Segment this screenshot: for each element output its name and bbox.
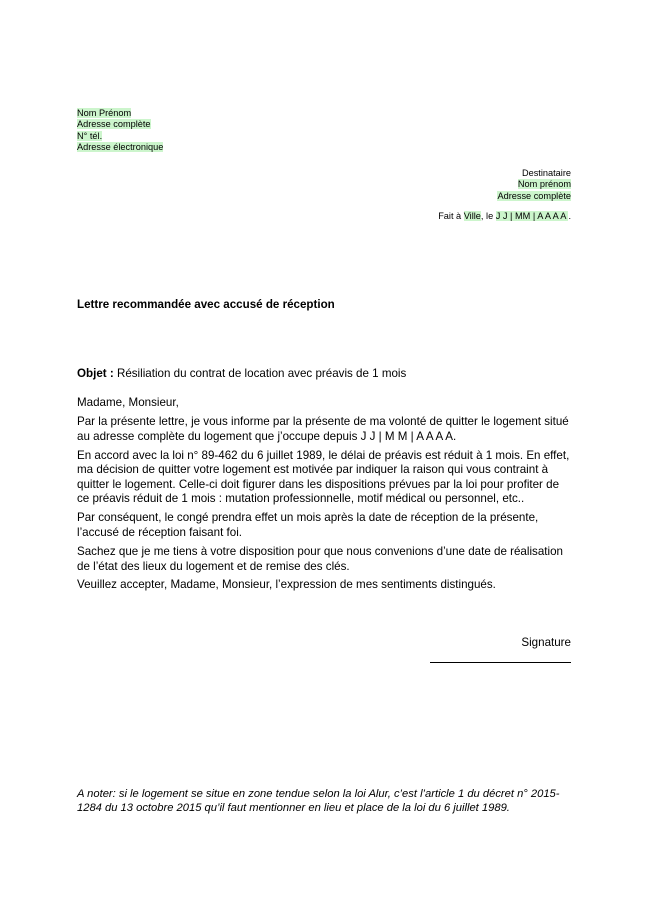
date-city: Ville [463,211,481,221]
recipient-address: Adresse complète [497,190,571,201]
recipient-label: Destinataire [521,168,571,178]
letter-body [77,396,573,597]
sender-email: Adresse électronique [77,142,164,153]
body-paragraph-4: Sachez que je me tiens à votre disposition pour que nous convenions d’une date de réalisation de l’état des lieux du logement et de remise des clés. [77,544,563,573]
footnote: A noter: si le logement se situe en zone tendue selon la loi Alur, c’est l’article 1 du décret n° 2015-1284 du 13 octobre 2015 qu’il faut mentionner en lieu et place de la loi du 6 juillet 1989. [77,788,560,815]
place-date-line [438,211,571,222]
sender-address: Adresse complète [77,119,151,130]
subject-text: Résiliation du contrat de location avec préavis de 1 mois [113,367,407,380]
date-suffix: . [568,211,571,221]
closing-paragraph: Veuillez accepter, Madame, Monsieur, l’expression de mes sentiments distingués. [77,578,496,592]
body-paragraph-1: Par la présente lettre, je vous informe par la présente de ma volonté de quitter le logement situé au adresse complète du logement que j’occupe depuis J J | M M | A A A A. [77,414,569,443]
sender-name: Nom Prénom [77,108,132,118]
sender-block [77,108,163,154]
date-middle: , le [480,211,496,221]
sender-phone: N° tél. [77,130,103,141]
subject-label: Objet : [77,367,114,380]
recipient-block [497,168,571,202]
date-value: J J | MM | A A A A [495,211,569,221]
recipient-name: Nom prénom [517,179,571,190]
greeting: Madame, Monsieur, [77,396,179,409]
signature-label: Signature [521,636,571,649]
subject-line [77,367,406,380]
date-prefix: Fait à [438,211,464,221]
registered-letter-heading: Lettre recommandée avec accusé de réception [77,298,335,311]
body-paragraph-2: En accord avec la loi n° 89-462 du 6 juillet 1989, le délai de préavis est réduit à 1 mois. En effet, ma décision de quitter votre logement est motivée par indiquer la raison qui vous contraint à quitter le logement. Celle-ci doit figurer dans les dispositions prévues par la loi pour profiter de ce préavis réduit de 1 mois : mutation professionnelle, motif médical ou personnel, etc.. [77,448,570,506]
body-paragraph-3: Par conséquent, le congé prendra effet un mois après la date de réception de la présente, l’accusé de réception faisant foi. [77,511,539,539]
signature-line [430,662,571,663]
